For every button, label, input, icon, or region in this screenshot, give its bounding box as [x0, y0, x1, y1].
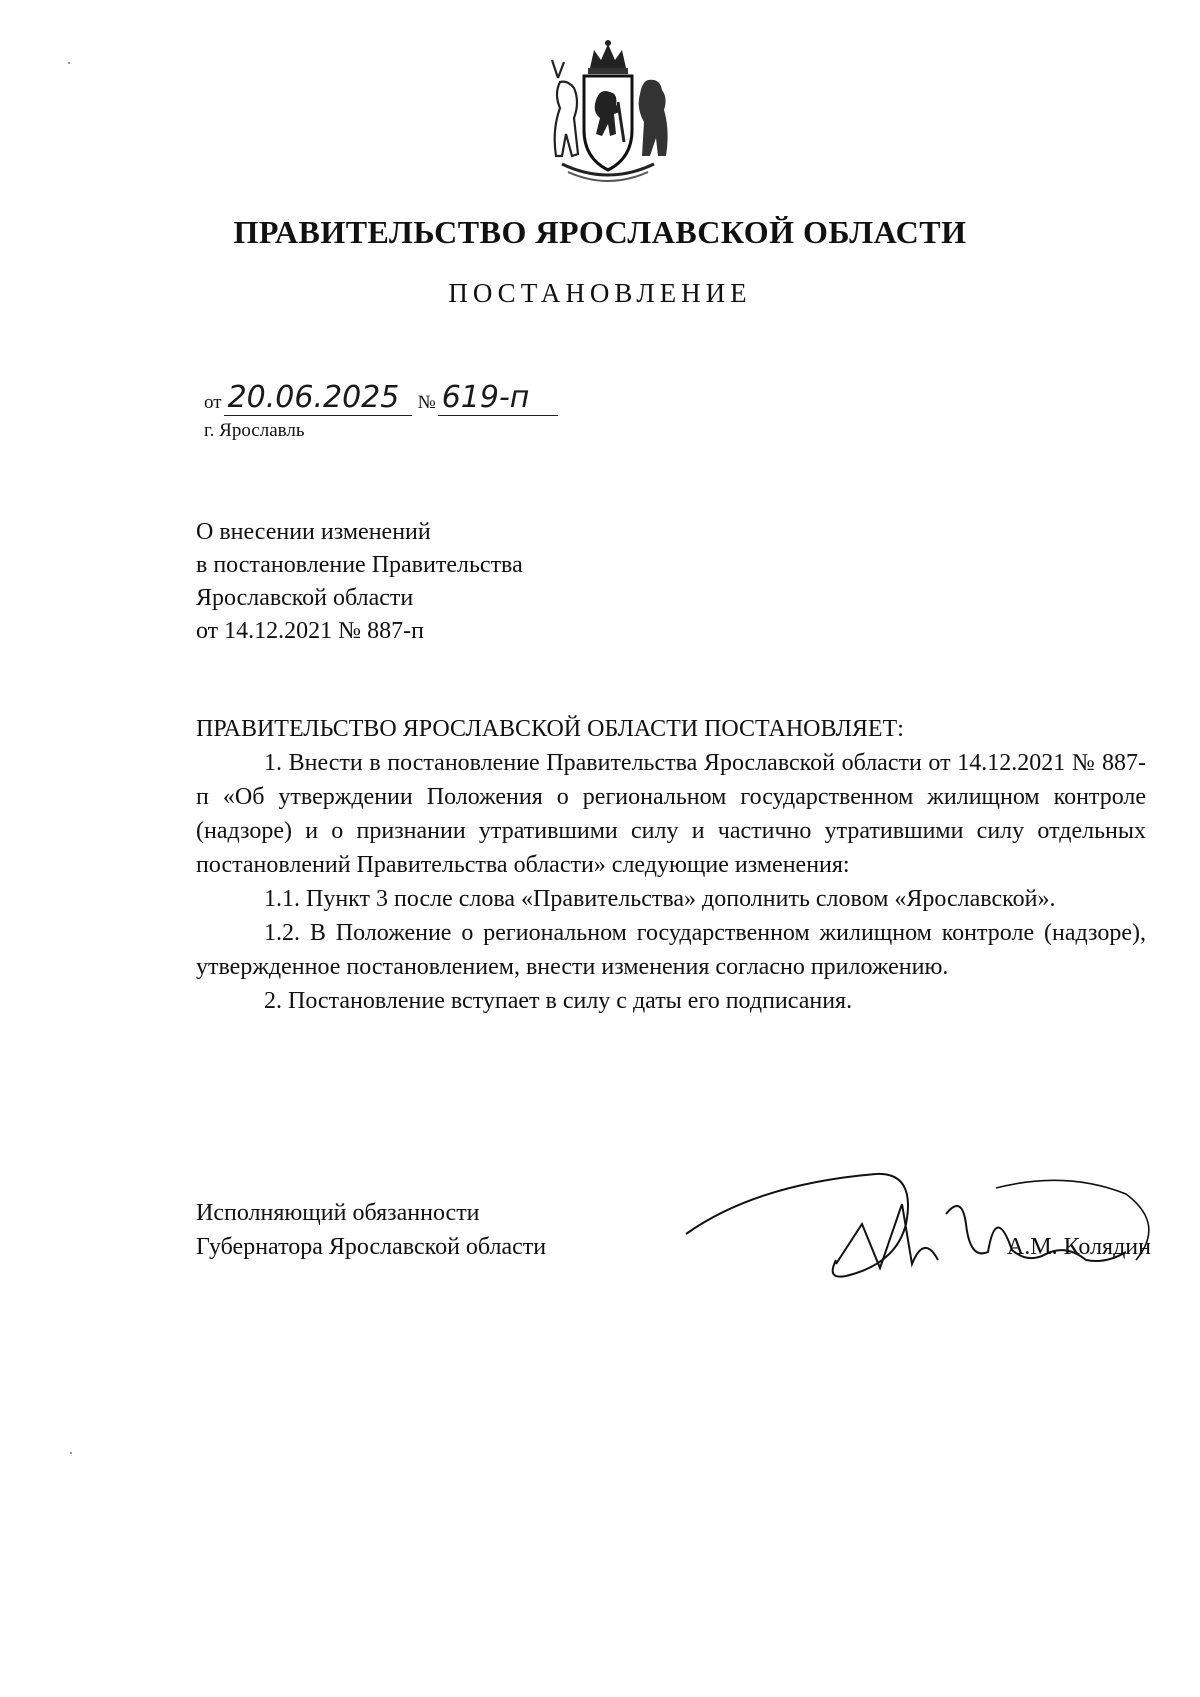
city-label: г. Ярославль [204, 420, 305, 441]
coat-of-arms-icon [538, 38, 678, 188]
signatory-title-line: Исполняющий обязанности [196, 1200, 480, 1226]
handwritten-date: 20.06.2025 [224, 381, 412, 416]
subject-line: Ярославской области [196, 585, 414, 611]
document-subject [196, 516, 523, 648]
body-paragraph: 1.2. В Положение о региональном государственном жилищном контроле (надзоре), утвержденное постановлением, внести изменения согласно приложению. [196, 920, 1146, 980]
number-prefix: № [417, 392, 436, 413]
document-body [196, 712, 1146, 1018]
scan-speck [68, 62, 70, 64]
signature-block [196, 1186, 1151, 1286]
handwritten-number: 619-п [438, 381, 558, 416]
subject-line: от 14.12.2021 № 887-п [196, 618, 424, 644]
signatory-name: А.М. Колядин [1006, 1234, 1151, 1260]
handwritten-signature-icon [666, 1164, 1176, 1294]
scan-speck [70, 1452, 72, 1454]
signatory-title [196, 1196, 546, 1264]
coat-of-arms-emblem [538, 38, 678, 188]
signatory-title-line: Губернатора Ярославской области [196, 1234, 547, 1260]
document-type: ПОСТАНОВЛЕНИЕ [448, 278, 752, 308]
document-meta [204, 380, 558, 442]
organization-title: ПРАВИТЕЛЬСТВО ЯРОСЛАВСКОЙ ОБЛАСТИ [233, 214, 967, 250]
subject-line: в постановление Правительства [196, 552, 523, 578]
body-paragraph: 1. Внести в постановление Правительства Ярославской области от 14.12.2021 № 887-п «Об утверждении Положения о региональном государственном жилищном контроле (надзоре) и о признании утратившими силу и частично утратившими силу отдельных постановлений Правительства области» следующие изменения: [196, 750, 1146, 878]
body-paragraph: 2. Постановление вступает в силу с даты его подписания. [264, 988, 853, 1014]
subject-line: О внесении изменений [196, 519, 431, 545]
decree-line: ПРАВИТЕЛЬСТВО ЯРОСЛАВСКОЙ ОБЛАСТИ ПОСТАНОВЛЯЕТ: [196, 716, 904, 742]
date-prefix: от [204, 392, 222, 413]
body-paragraph: 1.1. Пункт 3 после слова «Правительства» дополнить словом «Ярославской». [264, 886, 1056, 912]
date-number-line [204, 380, 558, 416]
